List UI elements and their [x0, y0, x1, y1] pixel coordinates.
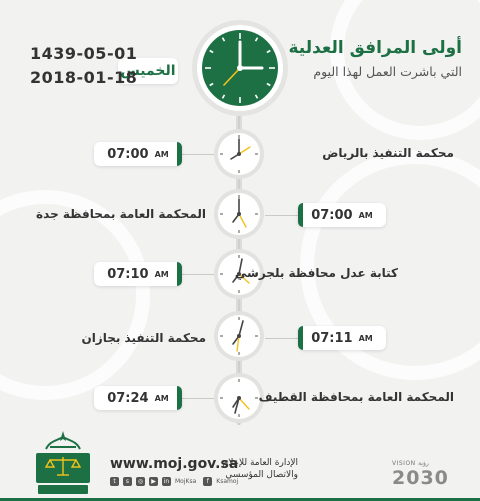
time-value: 07:10	[107, 266, 149, 282]
time-period: AM	[358, 333, 373, 343]
department-line: والاتصال المؤسسي	[225, 470, 298, 481]
department-name	[212, 457, 298, 481]
time-badge	[298, 326, 386, 350]
clock-icon	[213, 128, 265, 180]
page-title: أولى المرافق العدلية	[288, 38, 462, 58]
day-badge: الخميس	[118, 58, 178, 84]
background-ring	[0, 190, 150, 400]
time-value: 07:00	[107, 146, 149, 162]
linkedin-icon[interactable]: in	[163, 478, 170, 485]
facility-name: كتابة عدل محافظة بلجرشي	[234, 266, 398, 280]
time-period: AM	[154, 269, 169, 279]
time-value: 07:11	[311, 330, 353, 346]
facility-name: المحكمة العامة بمحافظة جدة	[36, 207, 206, 221]
time-badge	[94, 142, 182, 166]
time-badge	[298, 203, 386, 227]
clock-icon	[213, 310, 265, 362]
time-value: 07:24	[107, 390, 149, 406]
main-clock-icon	[190, 18, 290, 118]
social-handle-secondary: Ksamoj	[216, 478, 239, 485]
connector-line	[182, 154, 214, 155]
facebook-icon[interactable]: f	[203, 477, 212, 486]
facility-name: المحكمة العامة بمحافظة القطيف	[258, 390, 454, 404]
vision-2030-logo	[392, 460, 449, 489]
time-badge	[94, 386, 182, 410]
time-period: AM	[154, 149, 169, 159]
connector-line	[265, 215, 298, 216]
facility-name: محكمة التنفيذ بجازان	[81, 331, 206, 345]
date-hijri: 1439-05-01	[30, 44, 138, 63]
time-period: AM	[358, 210, 373, 220]
clock-icon	[213, 372, 265, 424]
snapchat-icon[interactable]: s	[123, 477, 132, 486]
clock-icon	[213, 188, 265, 240]
date-gregorian: 2018-01-18	[30, 68, 138, 87]
twitter-icon[interactable]: t	[110, 477, 119, 486]
social-handle: MojKsa	[175, 478, 197, 485]
instagram-icon[interactable]: ◎	[137, 478, 144, 485]
youtube-icon[interactable]: ▶	[149, 477, 158, 486]
connector-line	[182, 274, 214, 275]
connector-line	[182, 398, 214, 399]
connector-line	[265, 338, 298, 339]
time-badge	[94, 262, 182, 286]
vision-label: VISION رؤية	[392, 460, 429, 467]
page-subtitle: التي باشرت العمل لهذا اليوم	[313, 64, 462, 79]
time-value: 07:00	[311, 207, 353, 223]
vision-year: 2030	[392, 467, 449, 489]
website-link[interactable]: www.moj.gov.sa	[110, 456, 239, 472]
department-line: الإدارة العامة للإعلام	[222, 458, 298, 468]
ministry-logo-icon	[28, 427, 98, 497]
facility-name: محكمة التنفيذ بالرياض	[322, 146, 454, 160]
time-period: AM	[154, 393, 169, 403]
